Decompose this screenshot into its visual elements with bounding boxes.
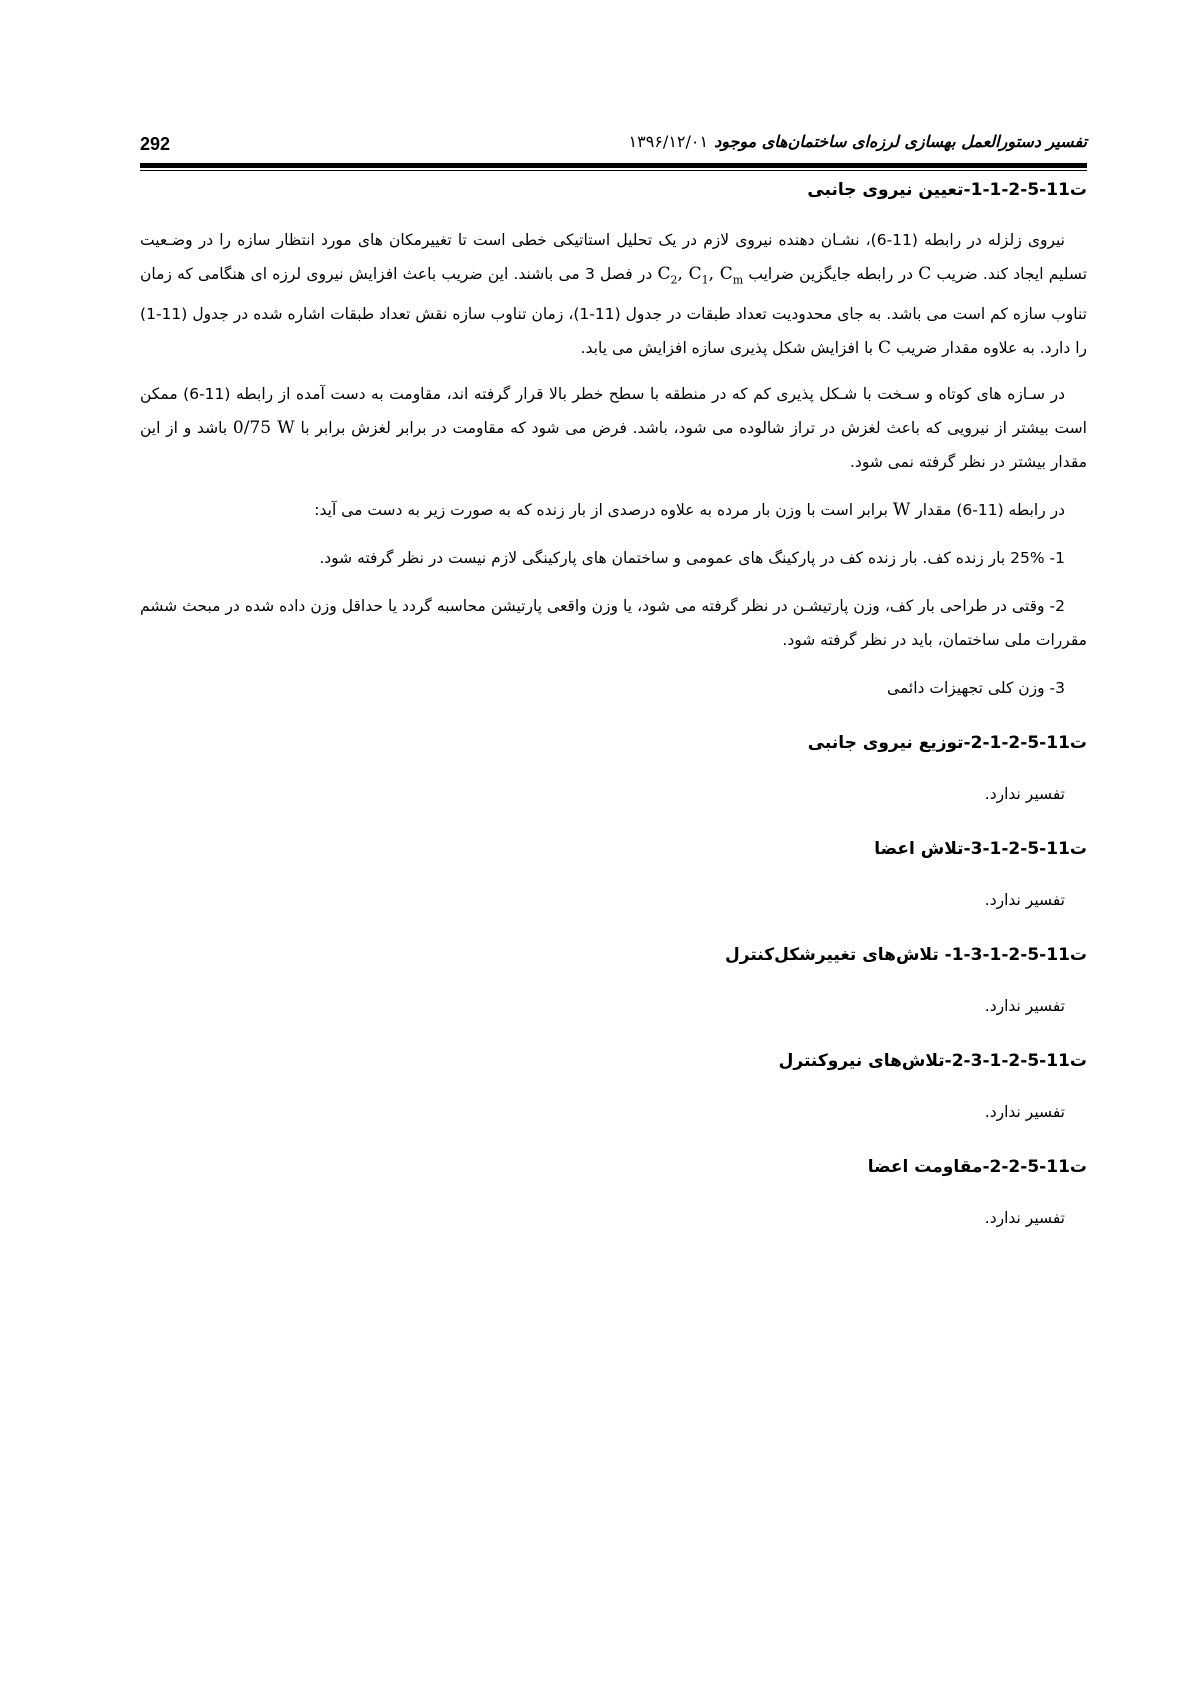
section-note: تفسیر ندارد. xyxy=(984,891,1065,910)
book-title: تفسیر دستورالعمل بهسازی لرزه‌ای ساختمان‌های موجود xyxy=(714,132,1087,151)
paragraph: در سـازه های کوتاه و سـخت با شـکل پذیری کم که در منطقه با سطح خطر بالا قرار گرفته اند، مقاومت به دست آمده از رابطه (11-6) ممکن است بیشتر از نیرویی که باعث لغزش در تراز شالوده می شود، باشد. فرض می شود که مقاومت در برابر لغزش برابر با 0/75 W باشد و از این مقدار بیشتر در نظر گرفته نمی شود. xyxy=(140,385,1087,472)
coefficient-list: $C_2$, $C_1$, $C_m$ xyxy=(657,264,744,287)
page-header xyxy=(140,128,1087,168)
section-note: تفسیر ندارد. xyxy=(984,997,1065,1016)
section-heading: ت11-5-2-1-3-2-تلاش‌های نیروکنترل xyxy=(778,1051,1087,1072)
paragraph: نیروی زلزله در رابطه (11-6)، نشـان دهنده نیروی لازم در یک تحلیل استاتیکی خطی است تا تغییرمکان های مورد انتظار سازه را در وضـعیت تسلیم ایجاد کند. ضریب C در رابطه جایگزین ضرایب $C_2$, $C_1$, $C_m$ در فصل 3 می باشند. این ضریب باعث افزایش نیروی لرزه ای هنگامی که زمان تناوب سازه کم است می باشد. به جای محدودیت تعداد طبقات در جدول (11-1)، زمان تناوب سازه نقش تعداد طبقات اشاره شده در جدول (11-1) را دارد. به علاوه مقدار ضریب C با افزایش شکل پذیری سازه افزایش می یابد. xyxy=(140,231,1088,359)
header-rule-thin xyxy=(140,170,1087,171)
header-date: ۱۳۹۶/۱۲/۰۱ xyxy=(628,132,709,151)
page-content xyxy=(140,178,1087,1235)
section-heading: ت11-5-2-1-1-تعیین نیروی جانبی xyxy=(807,180,1087,200)
section-heading: ت11-5-2-1-3-تلاش اعضا xyxy=(874,839,1087,860)
section-heading: ت11-5-2-1-3-1- تلاش‌های تغییرشکل‌کنترل xyxy=(725,945,1087,966)
list-item: 1- 25% بار زنده کف. بار زنده کف در پارکینگ های عمومی و ساختمان های پارکینگی لازم نیست در نظر گرفته شود. xyxy=(319,549,1065,568)
header-rule-thick xyxy=(140,163,1087,168)
section-heading: ت11-5-2-2-مقاومت اعضا xyxy=(867,1157,1087,1178)
running-title xyxy=(605,132,1087,151)
list-item: 3- وزن کلی تجهیزات دائمی xyxy=(887,679,1065,698)
section-note: تفسیر ندارد. xyxy=(984,785,1065,804)
paragraph: در رابطه (11-6) مقدار W برابر است با وزن بار مرده به علاوه درصدی از بار زنده که به صورت زیر به دست می آید: xyxy=(314,500,1065,521)
list-item: 2- وقتی در طراحی بار کف، وزن پارتیشـن در نظر گرفته می شود، یا وزن واقعی پارتیشن محاسبه گردد یا حداقل وزن داده شده در مبحث ششم مقررات ملی ساختمان، باید در نظر گرفته شود. xyxy=(140,597,1087,650)
section-heading: ت11-5-2-1-2-توزیع نیروی جانبی xyxy=(807,733,1087,754)
page-number: 292 xyxy=(140,134,171,154)
section-note: تفسیر ندارد. xyxy=(984,1209,1065,1228)
section-note: تفسیر ندارد. xyxy=(984,1103,1065,1122)
